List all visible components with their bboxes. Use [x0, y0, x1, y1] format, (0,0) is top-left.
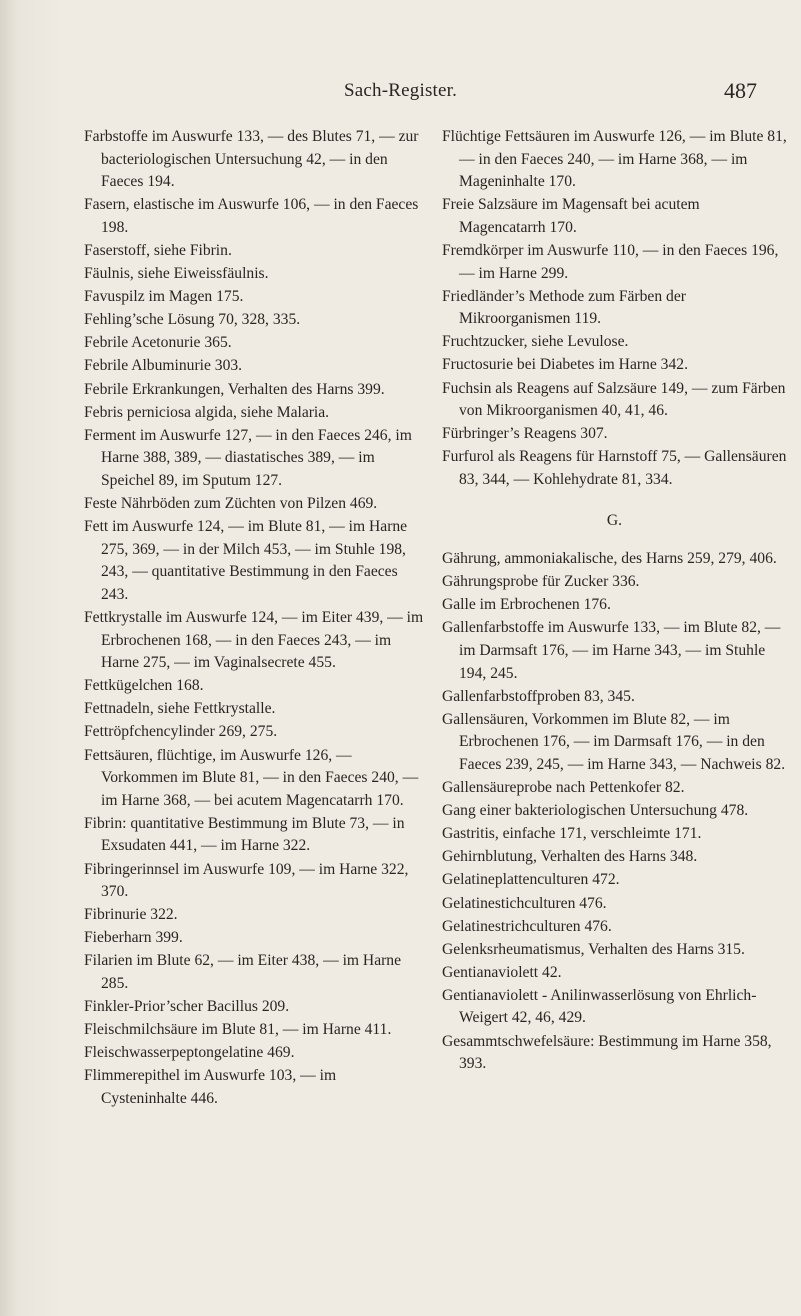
index-entry: Fruchtzucker, siehe Levulose. — [442, 333, 629, 351]
right-column-g-entries — [442, 548, 787, 1076]
index-entry: Febrile Albuminurie 303. — [84, 357, 243, 375]
index-entry: Gastritis, einfache 171, verschleimte 171. — [442, 825, 702, 843]
index-entry: Febrile Acetonurie 365. — [84, 334, 232, 352]
right-column-f-entries — [442, 126, 787, 492]
index-entry: Fäulnis, siehe Eiweissfäulnis. — [84, 265, 269, 283]
index-entry: Gentianaviolett - Anilinwasserlösung von Ehrlich-Weigert 42, 46, 429. — [442, 986, 757, 1027]
index-entry: Finkler-Prior’scher Bacillus 209. — [84, 998, 290, 1016]
index-entry: Gelenksrheumatismus, Verhalten des Harns 315. — [442, 940, 745, 958]
index-entry: Gelatinestrichculturen 476. — [442, 917, 612, 935]
index-entry: Fettröpfchencylinder 269, 275. — [84, 723, 278, 741]
index-entry: Fehling’sche Lösung 70, 328, 335. — [84, 311, 301, 329]
index-entry: Freie Salzsäure im Magensaft bei acutem Magencatarrh 170. — [442, 196, 700, 236]
index-entry: Fürbringer’s Reagens 307. — [442, 425, 608, 443]
index-entry: Fleischmilchsäure im Blute 81, — im Harne 411. — [84, 1021, 392, 1039]
index-entry: Fructosurie bei Diabetes im Harne 342. — [442, 356, 688, 374]
index-entry: Farbstoffe im Auswurfe 133, — des Blutes 71, — zur bacteriologischen Untersuchung 42, — in den Faeces 194. — [84, 128, 419, 191]
index-entry: Fibrinurie 322. — [84, 906, 178, 924]
index-entry: Gehirnblutung, Verhalten des Harns 348. — [442, 848, 698, 866]
index-entry: Gallensäuren, Vorkommen im Blute 82, — im Erbrochenen 176, — im Darmsaft 176, — in den Faeces 239, 245, — im Harne 343, — Nachweis 82. — [442, 710, 786, 773]
left-column — [84, 126, 424, 1111]
index-entry: Gährungsprobe für Zucker 336. — [442, 573, 640, 591]
index-entry: Gallenfarbstoffproben 83, 345. — [442, 687, 635, 705]
index-entry: Gesammtschwefelsäure: Bestimmung im Harne 358, 393. — [442, 1032, 772, 1073]
index-entry: Friedländer’s Methode zum Färben der Mikroorganismen 119. — [442, 287, 686, 328]
index-entry: Furfurol als Reagens für Harnstoff 75, — Gallensäuren 83, 344, — Kohlehydrate 81, 334. — [442, 448, 787, 488]
index-entry: Gallensäureprobe nach Pettenkofer 82. — [442, 779, 685, 797]
index-entry: Fettkügelchen 168. — [84, 677, 204, 695]
index-entry: Fuchsin als Reagens auf Salzsäure 149, — zum Färben von Mikroorganismen 40, 41, 46. — [442, 379, 786, 420]
running-title: Sach-Register. — [344, 80, 458, 101]
index-entry: Flimmerepithel im Auswurfe 103, — im Cysteninhalte 446. — [84, 1067, 337, 1107]
index-entry: Fibringerinnsel im Auswurfe 109, — im Harne 322, 370. — [84, 860, 409, 901]
index-entry: Feste Nährböden zum Züchten von Pilzen 469. — [84, 495, 378, 512]
index-entry: Favuspilz im Magen 175. — [84, 288, 244, 306]
index-entry: Febrile Erkrankungen, Verhalten des Harns 399. — [84, 380, 385, 398]
index-entry: Gelatineplattenculturen 472. — [442, 871, 620, 889]
index-entry: Ferment im Auswurfe 127, — in den Faeces 246, im Harne 388, 389, — diastatisches 389, — im Speichel 89, im Sputum 127. — [84, 426, 412, 489]
index-entry: Fett im Auswurfe 124, — im Blute 81, — im Harne 275, 369, — in der Milch 453, — im Stuhle 198, 243, — quantitative Bestimmung in den Faeces 243. — [84, 518, 408, 603]
index-entry: Gentianaviolett 42. — [442, 963, 562, 981]
index-entry: Fibrin: quantitative Bestimmung im Blute 73, — in Exsudaten 441, — im Harne 322. — [84, 814, 405, 855]
index-entry: Febris perniciosa algida, siehe Malaria. — [84, 403, 330, 421]
index-entry: Gang einer bakteriologischen Untersuchung 478. — [442, 802, 749, 820]
index-entry: Gallenfarbstoffe im Auswurfe 133, — im Blute 82, — im Darmsaft 176, — im Harne 343, — im Stuhle 194, 245. — [442, 619, 781, 682]
index-entry: Fettnadeln, siehe Fettkrystalle. — [84, 700, 276, 718]
index-entry: Fasern, elastische im Auswurfe 106, — in den Faeces 198. — [84, 196, 419, 236]
index-entry: Filarien im Blute 62, — im Eiter 438, — im Harne 285. — [84, 952, 402, 992]
index-entry: Flüchtige Fettsäuren im Auswurfe 126, — im Blute 81, — in den Faeces 240, — im Harne 368, — im Mageninhalte 170. — [442, 128, 787, 191]
right-column — [442, 126, 787, 1076]
index-entry: Fleischwasserpeptongelatine 469. — [84, 1044, 295, 1062]
index-entry: Fettkrystalle im Auswurfe 124, — im Eiter 439, — im Erbrochenen 168, — in den Faeces 243, — im Harne 275, — im Vaginalsecrete 455. — [84, 608, 424, 672]
index-entry: Fieberharn 399. — [84, 929, 183, 947]
section-heading-g: G. — [606, 511, 623, 529]
page-number: 487 — [724, 78, 757, 103]
index-entry: Gährung, ammoniakalische, des Harns 259, 279, 406. — [442, 550, 777, 568]
index-entry: Gelatinestichculturen 476. — [442, 894, 607, 912]
page-header — [0, 70, 801, 110]
index-entry: Fettsäuren, flüchtige, im Auswurfe 126, — Vorkommen im Blute 81, — in den Faeces 240, — im Harne 368, — bei acutem Magencatarrh 170. — [84, 746, 419, 809]
index-entry: Faserstoff, siehe Fibrin. — [84, 241, 232, 259]
index-entry: Galle im Erbrochenen 176. — [442, 596, 611, 614]
index-entry: Fremdkörper im Auswurfe 110, — in den Faeces 196, — im Harne 299. — [442, 241, 779, 282]
